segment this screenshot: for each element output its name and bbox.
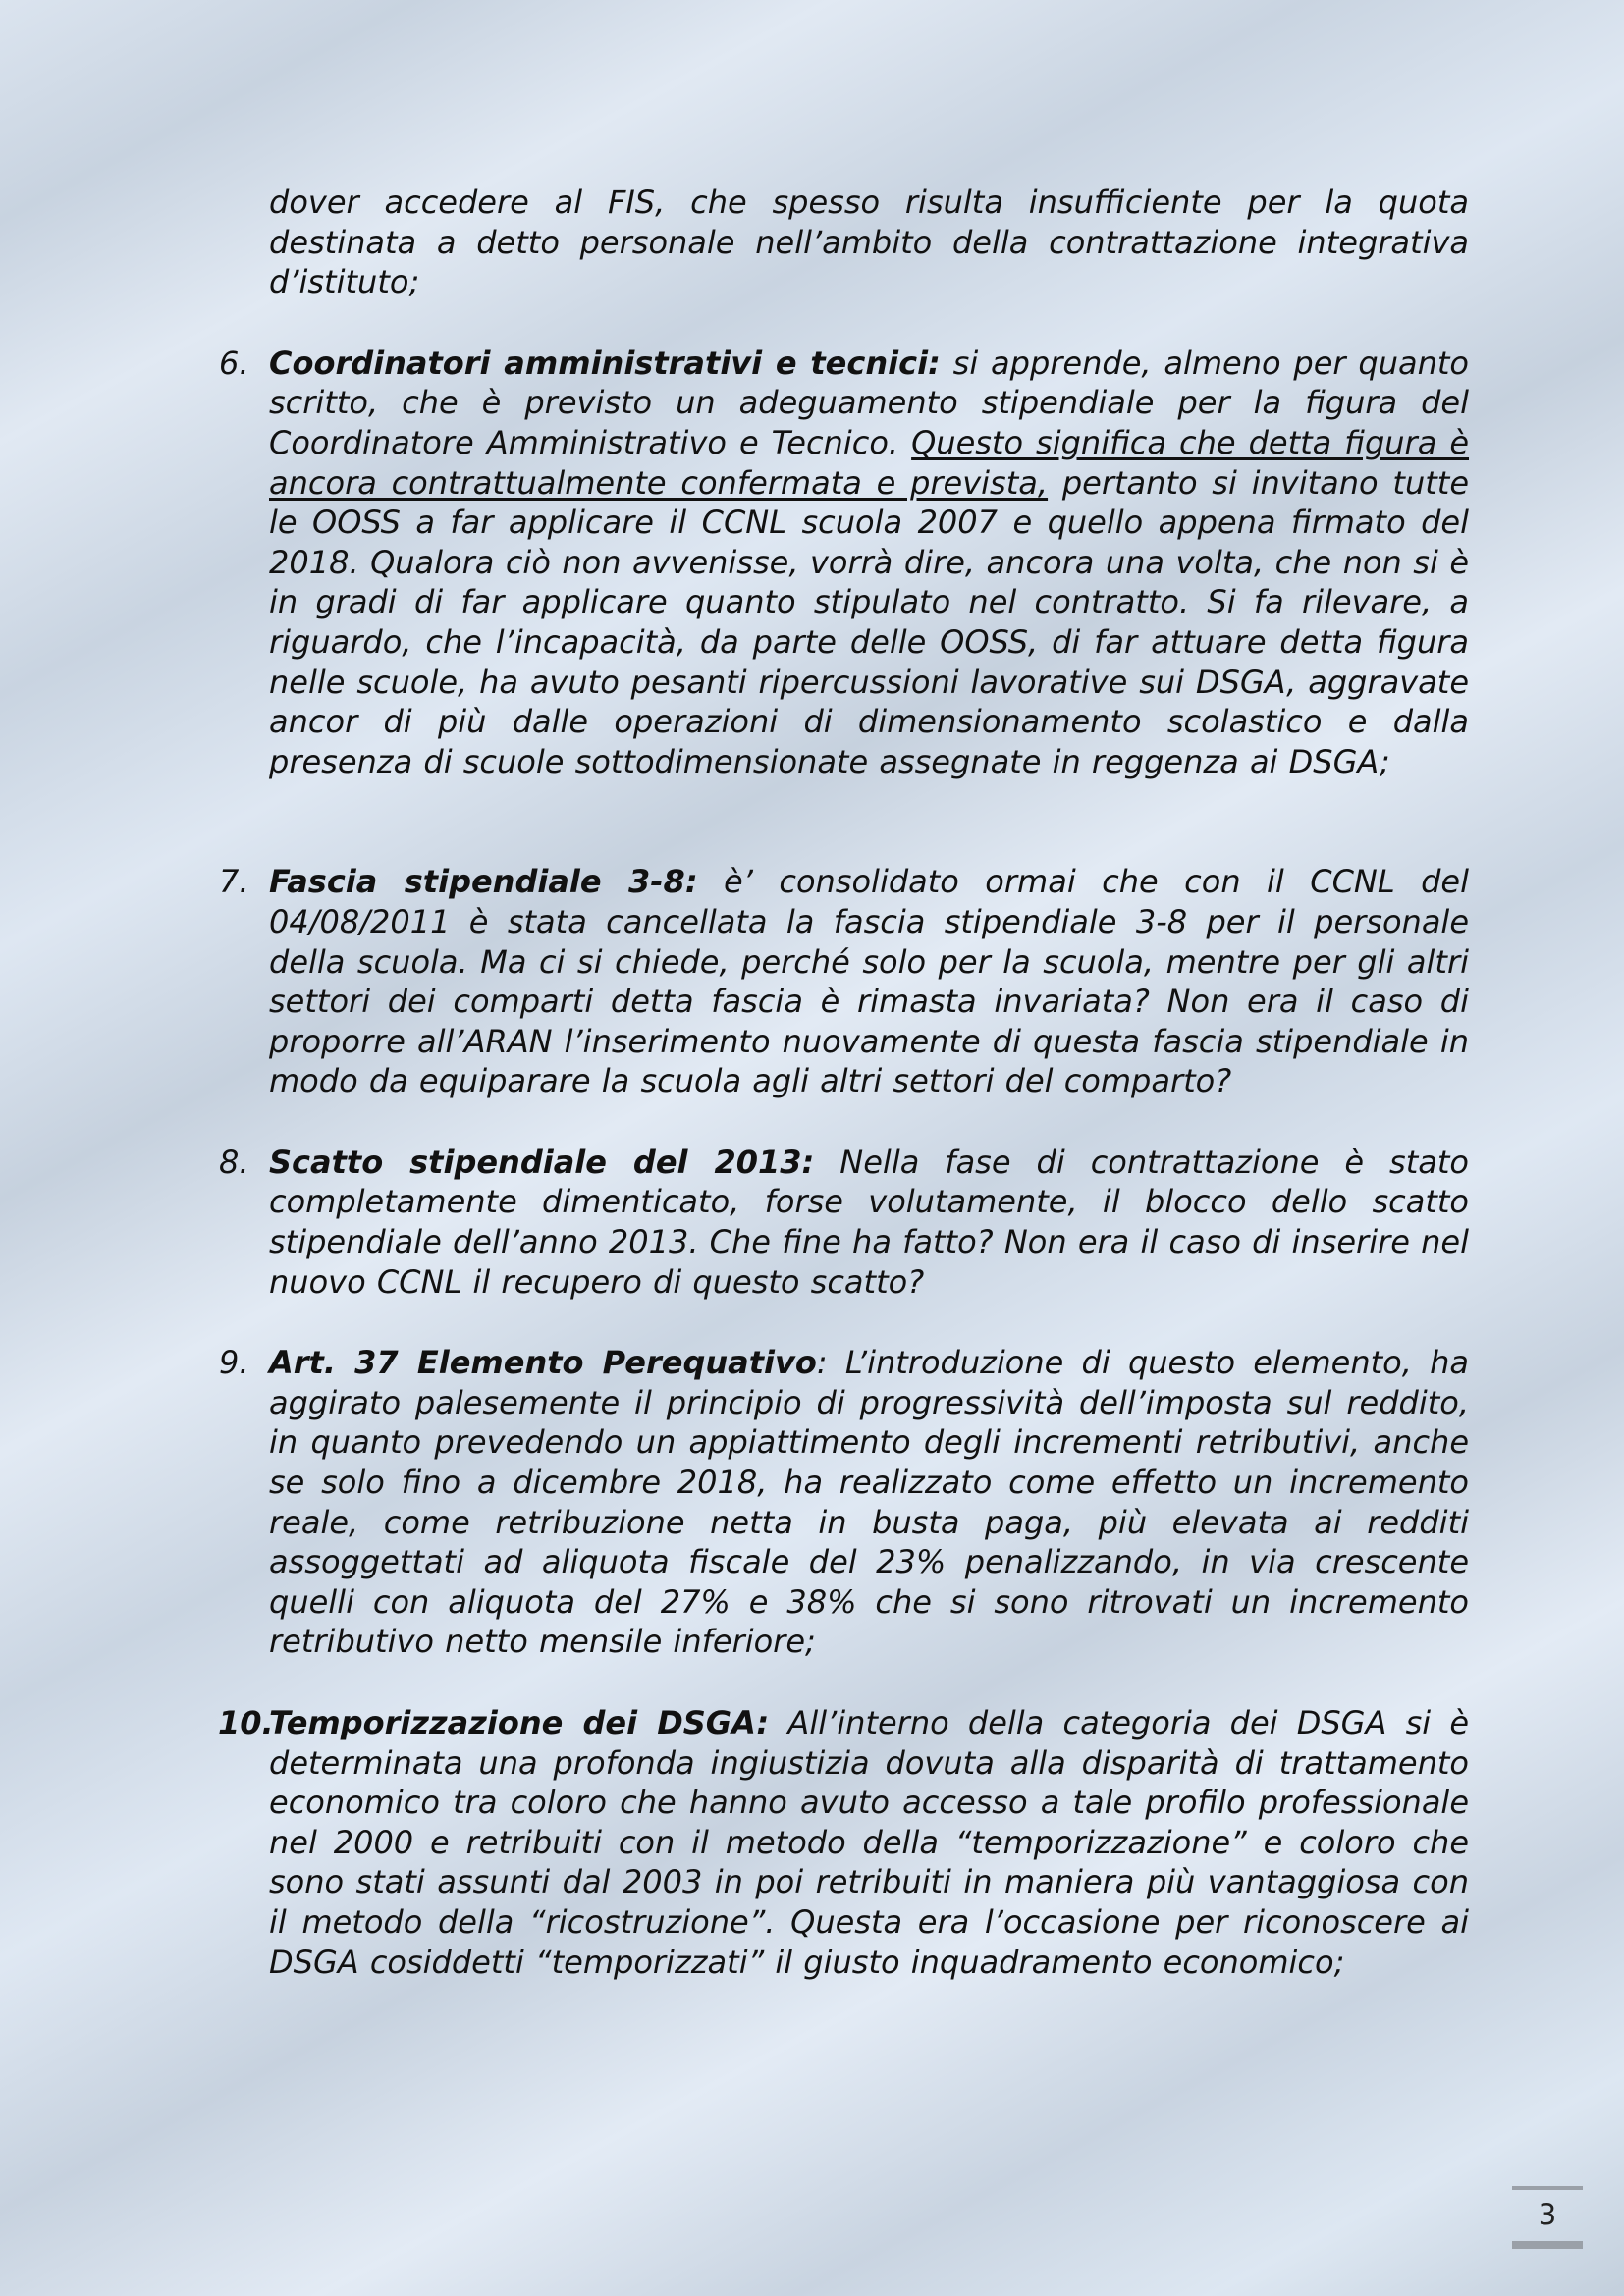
item-heading: Art. 37 Elemento Perequativo (269, 1344, 817, 1382)
list-item-6 (219, 344, 1470, 782)
document-body (0, 183, 1624, 1982)
item-number: 8. (219, 1143, 249, 1181)
item-heading: Fascia stipendiale 3-8: (269, 863, 698, 901)
item-heading: Temporizzazione dei DSGA: (269, 1704, 770, 1741)
list-item-9 (219, 1343, 1470, 1662)
paragraph-text: Scatto stipendiale del 2013: Nella fase di contrattazione è stato completamente dimenticato, forse volutamente, il blocco dello scatto stipendiale dell’anno 2013. Che fine ha fatto? Non era il caso di inserire nel nuovo CCNL il recupero di questo scatto? (269, 1143, 1470, 1301)
item-number: 7. (219, 863, 249, 901)
list-item-7 (219, 862, 1470, 1101)
page-number-bottom-rule (1512, 2241, 1583, 2249)
page-number-box (1512, 2186, 1583, 2249)
page-number-top-rule (1512, 2186, 1583, 2190)
list-item-8 (219, 1143, 1470, 1302)
item-heading: Scatto stipendiale del 2013: (269, 1143, 815, 1181)
underlined-text: Questo significa che detta figura è ancora contrattualmente confermata e prevista, (269, 423, 1470, 502)
list-item-10 (218, 1703, 1470, 1982)
page-number: 3 (1538, 2198, 1557, 2231)
paragraph-text: Coordinatori amministrativi e tecnici: si apprende, almeno per quanto scritto, che è previsto un adeguamento stipendiale per la figura del Coordinatore Amministrativo e Tecnico. Questo significa che detta figura è ancora contrattualmente confermata e prevista, pertanto si invitano tutte le OOSS a far applicare il CCNL scuola 2007 e quello appena firmato del 2018. Qualora ciò non avvenisse, vorrà dire, ancora una volta, che non si è in gradi di far applicare quanto stipulato nel contratto. Si fa rilevare, a riguardo, che l’incapacità, da parte delle OOSS, di far attuare detta figura nelle scuole, ha avuto pesanti ripercussioni lavorative sui DSGA, aggravate ancor di più dalle operazioni di dimensionamento scolastico e dalla presenza di scuole sottodimensionate assegnate in reggenza ai DSGA; (269, 344, 1470, 780)
paragraph-text: Fascia stipendiale 3-8: è’ consolidato ormai che con il CCNL del 04/08/2011 è stata cancellata la fascia stipendiale 3-8 per il personale della scuola. Ma ci si chiede, perché solo per la scuola, mentre per gli altri settori dei comparti detta fascia è rimasta invariata? Non era il caso di proporre all’ARAN l’inserimento nuovamente di questa fascia stipendiale in modo da equiparare la scuola agli altri settori del comparto? (269, 863, 1470, 1100)
paragraph-text: Art. 37 Elemento Perequativo: L’introduzione di questo elemento, ha aggirato palesemente il principio di progressività dell’imposta sul reddito, in quanto prevedendo un appiattimento degli incrementi retributivi, anche se solo fino a dicembre 2018, ha realizzato come effetto un incremento reale, come retribuzione netta in busta paga, più elevata ai redditi assoggettati ad aliquota fiscale del 23% penalizzando, in via crescente quelli con aliquota del 27% e 38% che si sono ritrovati un incremento retributivo netto mensile inferiore; (269, 1344, 1470, 1661)
item-number: 10. (218, 1704, 274, 1741)
item-heading: Coordinatori amministrativi e tecnici: (269, 344, 941, 382)
item-number: 9. (219, 1344, 249, 1382)
item-number: 6. (219, 344, 249, 382)
paragraph-text: Temporizzazione dei DSGA: All’interno della categoria dei DSGA si è determinata una profonda ingiustizia dovuta alla disparità di trattamento economico tra coloro che hanno avuto accesso a tale profilo professionale nel 2000 e retribuiti con il metodo della “temporizzazione” e coloro che sono stati assunti dal 2003 in poi retribuiti in maniera più vantaggiosa con il metodo della “ricostruzione”. Questa era l’occasione per riconoscere ai DSGA cosiddetti “temporizzati” il giusto inquadramento economico; (269, 1704, 1470, 1981)
list-item-continuation (269, 183, 1469, 302)
paragraph-text: dover accedere al FIS, che spesso risulta insufficiente per la quota destinata a detto personale nell’ambito della contrattazione integrativa d’istituto; (269, 184, 1469, 301)
